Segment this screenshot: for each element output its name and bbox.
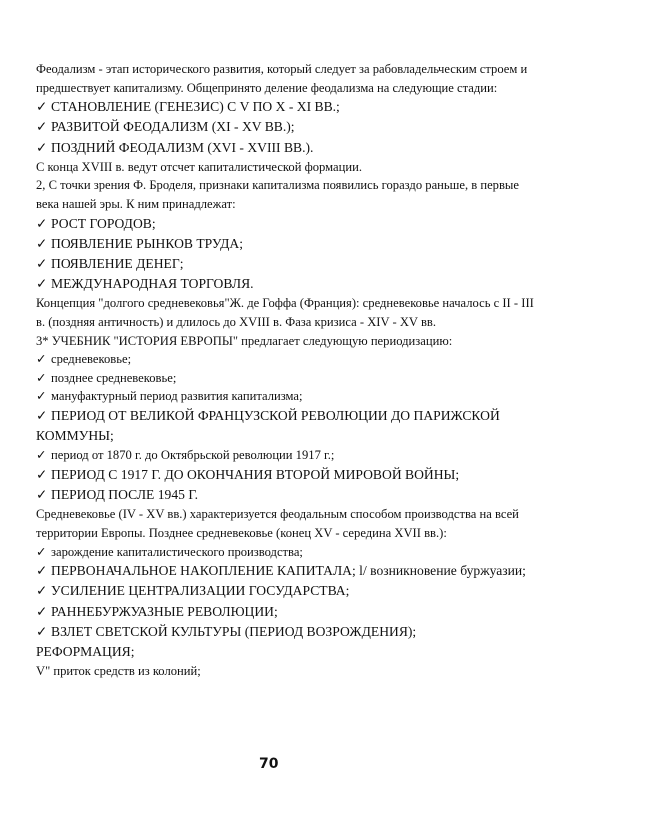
- document-body: [36, 60, 536, 681]
- checkmark-icon: ✓: [36, 563, 48, 579]
- line-text: РЕФОРМАЦИЯ;: [36, 643, 135, 659]
- checkmark-icon: ✓: [36, 603, 48, 619]
- line-text: мануфактурный период развития капитализма;: [51, 389, 303, 404]
- page-number: 70: [259, 756, 279, 772]
- checkmark-icon: ✓: [36, 235, 48, 251]
- list-item: [36, 446, 536, 465]
- line-text: РОСТ ГОРОДОВ;: [51, 215, 156, 231]
- list-item: [36, 274, 536, 294]
- line-text: ПОЯВЛЕНИЕ РЫНКОВ ТРУДА;: [51, 235, 244, 251]
- checkmark-icon: ✓: [36, 255, 48, 271]
- list-item: [36, 602, 536, 622]
- checkmark-icon: ✓: [36, 623, 48, 639]
- checkmark-icon: ✓: [36, 119, 48, 135]
- line-text: 3* УЧЕБНИК "ИСТОРИЯ ЕВРОПЫ" предлагает следующую периодизацию:: [36, 333, 453, 348]
- paragraph: [36, 642, 536, 662]
- checkmark-icon: ✓: [36, 276, 48, 292]
- list-item: [36, 465, 536, 485]
- checkmark-icon: ✓: [36, 99, 48, 115]
- checkmark-icon: ✓: [36, 215, 48, 231]
- line-text: Средневековье (IV - XV вв.) характеризуется феодальным способом производства на всей территории Европы. Позднее средневековье (конец XV - середина XVII вв.):: [36, 507, 519, 540]
- line-text: Феодализм - этап исторического развития, который следует за рабовладельческим строем и предшествует капитализму. Общепринято деление феодализма на следующие стадии:: [36, 62, 528, 95]
- line-text: РАННЕБУРЖУАЗНЫЕ РЕВОЛЮЦИИ;: [51, 603, 278, 619]
- line-text: СТАНОВЛЕНИЕ (ГЕНЕЗИС) С V ПО X - XI ВВ.;: [51, 99, 340, 115]
- paragraph: [36, 158, 536, 177]
- paragraph: [36, 294, 536, 331]
- checkmark-icon: ✓: [36, 544, 47, 559]
- checkmark-icon: ✓: [36, 370, 47, 385]
- line-text: Концепция "долгого средневековья"Ж. де Гоффа (Франция): средневековье началось с II - III в. (поздняя античность) и длилось до XVIII в. Фаза кризиса - XIV - XV вв.: [36, 296, 534, 329]
- list-item: [36, 561, 536, 581]
- line-text: зарождение капиталистического производства;: [51, 544, 303, 559]
- checkmark-icon: ✓: [36, 466, 48, 482]
- list-item: [36, 485, 536, 505]
- list-item: [36, 117, 536, 137]
- line-text: V" приток средств из колоний;: [36, 664, 201, 679]
- paragraph: [36, 176, 536, 213]
- paragraph: [36, 662, 536, 681]
- line-text: УСИЛЕНИЕ ЦЕНТРАЛИЗАЦИИ ГОСУДАРСТВА;: [51, 583, 350, 599]
- line-text: ВЗЛЕТ СВЕТСКОЙ КУЛЬТУРЫ (ПЕРИОД ВОЗРОЖДЕНИЯ);: [51, 623, 417, 639]
- line-text: ПЕРИОД С 1917 Г. ДО ОКОНЧАНИЯ ВТОРОЙ МИРОВОЙ ВОЙНЫ;: [51, 466, 460, 482]
- list-item: [36, 581, 536, 601]
- list-item: [36, 214, 536, 234]
- checkmark-icon: ✓: [36, 139, 48, 155]
- list-item: [36, 138, 536, 158]
- line-text: ПЕРВОНАЧАЛЬНОЕ НАКОПЛЕНИЕ КАПИТАЛА; l/ возникновение буржуазии;: [51, 563, 526, 579]
- line-text: позднее средневековье;: [51, 370, 177, 385]
- checkmark-icon: ✓: [36, 583, 48, 599]
- checkmark-icon: ✓: [36, 407, 48, 423]
- line-text: ПЕРИОД ПОСЛЕ 1945 Г.: [51, 487, 199, 503]
- list-item: [36, 369, 536, 388]
- checkmark-icon: ✓: [36, 352, 47, 367]
- paragraph: [36, 332, 536, 351]
- list-item: [36, 406, 536, 446]
- list-item: [36, 97, 536, 117]
- line-text: РАЗВИТОЙ ФЕОДАЛИЗМ (XI - XV ВВ.);: [51, 119, 295, 135]
- line-text: период от 1870 г. до Октябрьской революции 1917 г.;: [51, 448, 335, 463]
- list-item: [36, 350, 536, 369]
- line-text: С конца XVIII в. ведут отсчет капиталистической формации.: [36, 159, 362, 174]
- line-text: ПОЯВЛЕНИЕ ДЕНЕГ;: [51, 255, 184, 271]
- line-text: средневековье;: [51, 352, 132, 367]
- list-item: [36, 622, 536, 642]
- checkmark-icon: ✓: [36, 487, 48, 503]
- list-item: [36, 543, 536, 562]
- line-text: 2, С точки зрения Ф. Броделя, признаки капитализма появились гораздо раньше, в первые века нашей эры. К ним принадлежат:: [36, 178, 519, 211]
- list-item: [36, 234, 536, 254]
- line-text: ПЕРИОД ОТ ВЕЛИКОЙ ФРАНЦУЗСКОЙ РЕВОЛЮЦИИ ДО ПАРИЖСКОЙ КОММУНЫ;: [36, 407, 500, 444]
- checkmark-icon: ✓: [36, 389, 47, 404]
- list-item: [36, 387, 536, 406]
- paragraph: [36, 505, 536, 542]
- checkmark-icon: ✓: [36, 448, 47, 463]
- paragraph: [36, 60, 536, 97]
- line-text: МЕЖДУНАРОДНАЯ ТОРГОВЛЯ.: [51, 276, 254, 292]
- list-item: [36, 254, 536, 274]
- line-text: ПОЗДНИЙ ФЕОДАЛИЗМ (XVI - XVIII ВВ.).: [51, 139, 314, 155]
